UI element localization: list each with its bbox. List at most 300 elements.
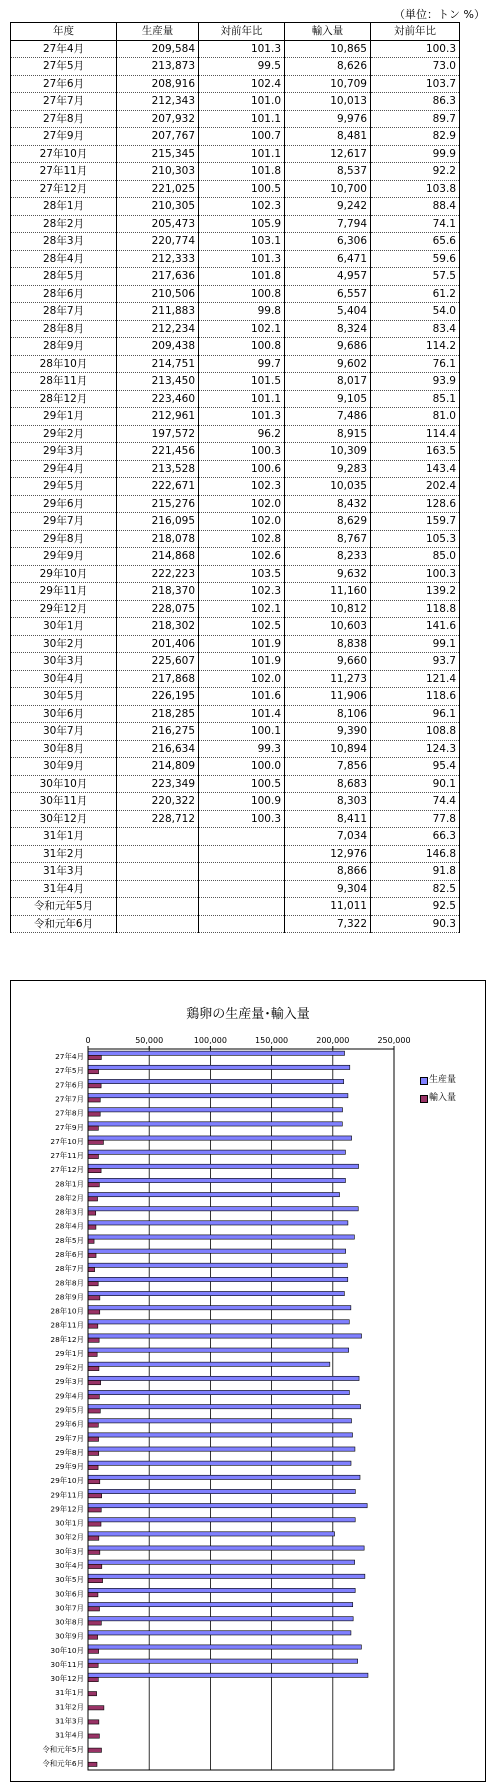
bar-imports xyxy=(88,1239,94,1243)
cell-production: 223,349 xyxy=(117,775,199,793)
x-tick-label: 50,000 xyxy=(135,1036,164,1045)
x-tick-label: 0 xyxy=(85,1036,91,1045)
cell-imports-yoy: 95.4 xyxy=(371,758,460,776)
cell-production-yoy: 101.6 xyxy=(199,688,285,706)
bar-production xyxy=(88,1150,345,1154)
cell-period: 29年12月 xyxy=(11,600,117,618)
cell-imports-yoy: 163.5 xyxy=(371,443,460,461)
cell-production-yoy xyxy=(199,898,285,916)
table-row xyxy=(11,670,460,688)
cell-production-yoy: 101.3 xyxy=(199,250,285,268)
cell-period: 27年7月 xyxy=(11,93,117,111)
bar-imports xyxy=(88,1536,99,1540)
cell-production-yoy xyxy=(199,880,285,898)
cell-imports: 10,865 xyxy=(285,40,371,58)
cell-production: 217,636 xyxy=(117,268,199,286)
cell-production-yoy xyxy=(199,845,285,863)
table-row xyxy=(11,373,460,391)
table-row xyxy=(11,425,460,443)
bar-production xyxy=(88,1532,335,1536)
cell-production-yoy: 100.3 xyxy=(199,810,285,828)
table-row xyxy=(11,180,460,198)
cell-production: 228,075 xyxy=(117,600,199,618)
bar-imports xyxy=(88,1635,98,1639)
cell-production-yoy: 101.1 xyxy=(199,390,285,408)
cell-production-yoy: 102.3 xyxy=(199,478,285,496)
bar-imports xyxy=(88,1734,99,1738)
cell-production: 212,333 xyxy=(117,250,199,268)
bar-imports xyxy=(88,1508,101,1512)
bar-imports xyxy=(88,1381,101,1385)
bar-imports xyxy=(88,1253,96,1257)
cell-production: 218,302 xyxy=(117,618,199,636)
cell-imports-yoy: 139.2 xyxy=(371,583,460,601)
category-label: 27年10月 xyxy=(50,1136,84,1146)
category-label: 30年11月 xyxy=(50,1659,84,1669)
cell-imports: 11,160 xyxy=(285,583,371,601)
cell-imports: 8,481 xyxy=(285,128,371,146)
cell-imports: 6,306 xyxy=(285,233,371,251)
category-label: 30年2月 xyxy=(55,1532,84,1542)
table-row xyxy=(11,198,460,216)
table-row xyxy=(11,338,460,356)
cell-period: 30年11月 xyxy=(11,793,117,811)
cell-imports-yoy: 83.4 xyxy=(371,320,460,338)
cell-production-yoy: 101.9 xyxy=(199,635,285,653)
cell-imports: 8,537 xyxy=(285,163,371,181)
cell-period: 29年8月 xyxy=(11,530,117,548)
table-row xyxy=(11,128,460,146)
bar-production xyxy=(88,1673,368,1677)
bar-imports xyxy=(88,1055,101,1059)
cell-imports-yoy: 76.1 xyxy=(371,355,460,373)
category-label: 28年7月 xyxy=(55,1264,84,1274)
cell-imports: 9,390 xyxy=(285,723,371,741)
table-row xyxy=(11,583,460,601)
bar-chart xyxy=(11,981,485,1781)
bar-imports xyxy=(88,1564,102,1568)
cell-imports: 10,709 xyxy=(285,75,371,93)
cell-imports-yoy: 82.9 xyxy=(371,128,460,146)
bar-production xyxy=(88,1065,350,1069)
table-row xyxy=(11,810,460,828)
cell-imports: 9,976 xyxy=(285,110,371,128)
cell-production-yoy: 100.3 xyxy=(199,443,285,461)
bar-production xyxy=(88,1659,358,1663)
cell-production: 215,345 xyxy=(117,145,199,163)
category-label: 30年8月 xyxy=(55,1617,84,1627)
cell-period: 28年8月 xyxy=(11,320,117,338)
cell-production: 222,223 xyxy=(117,565,199,583)
legend-item-production xyxy=(420,1073,480,1091)
cell-imports: 6,471 xyxy=(285,250,371,268)
bar-production xyxy=(88,1348,349,1352)
cell-production: 214,868 xyxy=(117,548,199,566)
cell-period: 30年3月 xyxy=(11,653,117,671)
bar-imports xyxy=(88,1663,98,1667)
cell-production: 207,932 xyxy=(117,110,199,128)
bar-imports xyxy=(88,1168,101,1172)
cell-imports-yoy: 85.1 xyxy=(371,390,460,408)
category-label: 29年6月 xyxy=(55,1419,84,1429)
header-imports-yoy: 対前年比 xyxy=(371,23,460,41)
cell-production-yoy: 101.9 xyxy=(199,653,285,671)
cell-production: 220,322 xyxy=(117,793,199,811)
cell-imports-yoy: 128.6 xyxy=(371,495,460,513)
cell-period: 令和元年5月 xyxy=(11,898,117,916)
cell-imports: 10,603 xyxy=(285,618,371,636)
bar-imports xyxy=(88,1352,97,1356)
table-row xyxy=(11,408,460,426)
cell-production-yoy xyxy=(199,915,285,933)
bar-production xyxy=(88,1504,367,1508)
category-label: 31年4月 xyxy=(55,1730,84,1740)
table-row xyxy=(11,145,460,163)
cell-production: 210,506 xyxy=(117,285,199,303)
bar-production xyxy=(88,1560,355,1564)
table-row xyxy=(11,723,460,741)
cell-imports: 8,683 xyxy=(285,775,371,793)
cell-imports-yoy: 159.7 xyxy=(371,513,460,531)
cell-imports: 9,242 xyxy=(285,198,371,216)
cell-imports-yoy: 100.3 xyxy=(371,40,460,58)
cell-imports: 10,035 xyxy=(285,478,371,496)
cell-production xyxy=(117,845,199,863)
bar-imports xyxy=(88,1154,98,1158)
table-row xyxy=(11,793,460,811)
cell-production-yoy: 101.8 xyxy=(199,163,285,181)
table-row xyxy=(11,215,460,233)
cell-period: 28年5月 xyxy=(11,268,117,286)
bar-imports xyxy=(88,1748,101,1752)
bar-production xyxy=(88,1277,348,1281)
cell-imports-yoy: 103.7 xyxy=(371,75,460,93)
bar-imports xyxy=(88,1423,98,1427)
cell-imports: 8,626 xyxy=(285,58,371,76)
cell-period: 28年4月 xyxy=(11,250,117,268)
cell-period: 28年12月 xyxy=(11,390,117,408)
category-label: 31年3月 xyxy=(55,1716,84,1726)
cell-imports-yoy: 74.4 xyxy=(371,793,460,811)
category-label: 27年4月 xyxy=(55,1052,84,1062)
cell-production-yoy: 100.5 xyxy=(199,775,285,793)
category-label: 28年11月 xyxy=(50,1320,84,1330)
bar-production xyxy=(88,1405,361,1409)
bar-production xyxy=(88,1051,345,1055)
cell-imports-yoy: 103.8 xyxy=(371,180,460,198)
bar-imports xyxy=(88,1578,103,1582)
category-label: 30年10月 xyxy=(50,1645,84,1655)
cell-production: 197,572 xyxy=(117,425,199,443)
cell-imports-yoy: 121.4 xyxy=(371,670,460,688)
cell-period: 31年1月 xyxy=(11,828,117,846)
table-row xyxy=(11,845,460,863)
header-period: 年度 xyxy=(11,23,117,41)
cell-imports-yoy: 66.3 xyxy=(371,828,460,846)
cell-production: 216,275 xyxy=(117,723,199,741)
cell-production: 209,584 xyxy=(117,40,199,58)
bar-imports xyxy=(88,1607,99,1611)
cell-imports-yoy: 73.0 xyxy=(371,58,460,76)
table-row xyxy=(11,163,460,181)
bar-production xyxy=(88,1334,362,1338)
cell-production: 222,671 xyxy=(117,478,199,496)
cell-production-yoy: 100.1 xyxy=(199,723,285,741)
bar-imports xyxy=(88,1296,100,1300)
category-label: 27年8月 xyxy=(55,1108,84,1118)
cell-period: 30年9月 xyxy=(11,758,117,776)
category-label: 29年12月 xyxy=(50,1504,84,1514)
category-label: 31年2月 xyxy=(55,1702,84,1712)
table-row xyxy=(11,495,460,513)
bar-production xyxy=(88,1419,351,1423)
bar-imports xyxy=(88,1720,99,1724)
cell-production-yoy: 102.5 xyxy=(199,618,285,636)
cell-period: 29年1月 xyxy=(11,408,117,426)
cell-period: 29年10月 xyxy=(11,565,117,583)
category-label: 31年1月 xyxy=(55,1688,84,1698)
bar-production xyxy=(88,1291,344,1295)
cell-production: 210,305 xyxy=(117,198,199,216)
cell-production: 214,809 xyxy=(117,758,199,776)
bar-imports xyxy=(88,1211,96,1215)
cell-production: 221,456 xyxy=(117,443,199,461)
cell-production: 228,712 xyxy=(117,810,199,828)
cell-imports: 9,283 xyxy=(285,460,371,478)
bar-imports xyxy=(88,1522,101,1526)
cell-imports: 8,324 xyxy=(285,320,371,338)
cell-production: 221,025 xyxy=(117,180,199,198)
cell-production: 223,460 xyxy=(117,390,199,408)
cell-imports-yoy: 202.4 xyxy=(371,478,460,496)
cell-imports: 8,411 xyxy=(285,810,371,828)
cell-imports-yoy: 90.3 xyxy=(371,915,460,933)
table-row xyxy=(11,58,460,76)
bar-imports xyxy=(88,1465,98,1469)
bar-production xyxy=(88,1631,351,1635)
cell-imports: 10,812 xyxy=(285,600,371,618)
cell-period: 28年2月 xyxy=(11,215,117,233)
cell-imports-yoy: 108.8 xyxy=(371,723,460,741)
legend-swatch-imports xyxy=(420,1095,428,1103)
table-row xyxy=(11,320,460,338)
cell-imports: 7,322 xyxy=(285,915,371,933)
bar-production xyxy=(88,1094,348,1098)
table-row xyxy=(11,390,460,408)
cell-production: 215,276 xyxy=(117,495,199,513)
cell-period: 31年4月 xyxy=(11,880,117,898)
cell-imports-yoy: 99.9 xyxy=(371,145,460,163)
cell-production: 225,607 xyxy=(117,653,199,671)
cell-production: 216,095 xyxy=(117,513,199,531)
cell-imports: 8,432 xyxy=(285,495,371,513)
category-label: 28年4月 xyxy=(55,1221,84,1231)
cell-production-yoy: 100.9 xyxy=(199,793,285,811)
cell-production-yoy: 99.3 xyxy=(199,740,285,758)
cell-production-yoy: 100.0 xyxy=(199,758,285,776)
header-production: 生産量 xyxy=(117,23,199,41)
table-row xyxy=(11,478,460,496)
category-label: 29年8月 xyxy=(55,1447,84,1457)
cell-imports-yoy: 90.1 xyxy=(371,775,460,793)
table-row xyxy=(11,355,460,373)
legend-label-production: 生産量 xyxy=(429,1075,457,1085)
category-label: 30年7月 xyxy=(55,1603,84,1613)
bar-production xyxy=(88,1207,358,1211)
cell-period: 30年1月 xyxy=(11,618,117,636)
cell-period: 27年11月 xyxy=(11,163,117,181)
bar-imports xyxy=(88,1550,100,1554)
cell-production: 208,916 xyxy=(117,75,199,93)
cell-production-yoy: 102.3 xyxy=(199,583,285,601)
bar-imports xyxy=(88,1197,98,1201)
cell-imports: 8,629 xyxy=(285,513,371,531)
cell-production: 205,473 xyxy=(117,215,199,233)
bar-production xyxy=(88,1645,361,1649)
cell-imports: 9,304 xyxy=(285,880,371,898)
cell-period: 29年7月 xyxy=(11,513,117,531)
table-row xyxy=(11,653,460,671)
chart-frame xyxy=(10,980,486,1782)
cell-imports: 11,011 xyxy=(285,898,371,916)
cell-period: 30年12月 xyxy=(11,810,117,828)
category-label: 令和元年6月 xyxy=(42,1758,84,1768)
cell-period: 27年5月 xyxy=(11,58,117,76)
cell-imports-yoy: 65.6 xyxy=(371,233,460,251)
cell-imports-yoy: 118.6 xyxy=(371,688,460,706)
cell-imports-yoy: 89.7 xyxy=(371,110,460,128)
cell-period: 30年10月 xyxy=(11,775,117,793)
cell-production-yoy: 102.3 xyxy=(199,198,285,216)
bar-imports xyxy=(88,1677,98,1681)
cell-imports-yoy: 92.2 xyxy=(371,163,460,181)
bar-production xyxy=(88,1249,346,1253)
category-label: 29年9月 xyxy=(55,1462,84,1472)
cell-imports-yoy: 92.5 xyxy=(371,898,460,916)
table-row xyxy=(11,460,460,478)
cell-imports-yoy: 141.6 xyxy=(371,618,460,636)
cell-period: 30年7月 xyxy=(11,723,117,741)
cell-imports: 7,794 xyxy=(285,215,371,233)
cell-production-yoy: 102.4 xyxy=(199,75,285,93)
cell-imports: 10,013 xyxy=(285,93,371,111)
cell-production: 220,774 xyxy=(117,233,199,251)
bar-production xyxy=(88,1192,339,1196)
cell-production: 216,634 xyxy=(117,740,199,758)
cell-production xyxy=(117,898,199,916)
category-label: 28年10月 xyxy=(50,1306,84,1316)
cell-imports: 4,957 xyxy=(285,268,371,286)
cell-period: 31年2月 xyxy=(11,845,117,863)
bar-imports xyxy=(88,1282,98,1286)
bar-production xyxy=(88,1433,353,1437)
cell-period: 27年12月 xyxy=(11,180,117,198)
bar-production xyxy=(88,1235,354,1239)
category-label: 29年2月 xyxy=(55,1363,84,1373)
cell-production xyxy=(117,863,199,881)
cell-imports-yoy: 93.9 xyxy=(371,373,460,391)
bar-imports xyxy=(88,1112,100,1116)
cell-period: 30年2月 xyxy=(11,635,117,653)
table-row xyxy=(11,285,460,303)
cell-production: 211,883 xyxy=(117,303,199,321)
bar-imports xyxy=(88,1338,99,1342)
cell-production: 212,234 xyxy=(117,320,199,338)
bar-production xyxy=(88,1574,365,1578)
cell-production: 217,868 xyxy=(117,670,199,688)
header-imports: 輸入量 xyxy=(285,23,371,41)
cell-period: 30年4月 xyxy=(11,670,117,688)
bar-production xyxy=(88,1362,330,1366)
bar-imports xyxy=(88,1126,98,1130)
cell-production-yoy: 102.1 xyxy=(199,600,285,618)
chart-title: 鶏卵の生産量･輸入量 xyxy=(186,1007,310,1022)
category-label: 30年3月 xyxy=(55,1546,84,1556)
cell-production-yoy xyxy=(199,828,285,846)
cell-production: 210,303 xyxy=(117,163,199,181)
category-label: 28年12月 xyxy=(50,1334,84,1344)
cell-imports: 9,602 xyxy=(285,355,371,373)
cell-production-yoy: 100.8 xyxy=(199,285,285,303)
bar-production xyxy=(88,1263,347,1267)
cell-imports: 10,894 xyxy=(285,740,371,758)
cell-production-yoy: 102.0 xyxy=(199,495,285,513)
category-label: 27年6月 xyxy=(55,1080,84,1090)
cell-imports-yoy: 124.3 xyxy=(371,740,460,758)
bar-imports xyxy=(88,1084,101,1088)
table-row xyxy=(11,75,460,93)
bar-imports xyxy=(88,1225,96,1229)
cell-imports: 8,233 xyxy=(285,548,371,566)
legend-swatch-production xyxy=(420,1077,428,1085)
category-label: 30年12月 xyxy=(50,1674,84,1684)
bar-production xyxy=(88,1320,349,1324)
table-row xyxy=(11,110,460,128)
category-label: 29年5月 xyxy=(55,1405,84,1415)
cell-period: 28年3月 xyxy=(11,233,117,251)
bar-production xyxy=(88,1546,364,1550)
cell-period: 27年6月 xyxy=(11,75,117,93)
cell-imports-yoy: 146.8 xyxy=(371,845,460,863)
cell-production-yoy: 101.0 xyxy=(199,93,285,111)
cell-production: 201,406 xyxy=(117,635,199,653)
bar-imports xyxy=(88,1310,100,1314)
cell-period: 27年4月 xyxy=(11,40,117,58)
data-table xyxy=(10,22,460,933)
table-row xyxy=(11,688,460,706)
table-row xyxy=(11,565,460,583)
cell-production-yoy: 96.2 xyxy=(199,425,285,443)
bar-imports xyxy=(88,1762,97,1766)
bar-imports xyxy=(88,1183,99,1187)
cell-imports-yoy: 88.4 xyxy=(371,198,460,216)
bar-imports xyxy=(88,1098,100,1102)
cell-production-yoy: 99.5 xyxy=(199,58,285,76)
cell-imports-yoy: 85.0 xyxy=(371,548,460,566)
cell-period: 27年10月 xyxy=(11,145,117,163)
cell-production: 212,343 xyxy=(117,93,199,111)
table-row xyxy=(11,915,460,933)
bar-production xyxy=(88,1221,348,1225)
table-row xyxy=(11,530,460,548)
cell-period: 27年8月 xyxy=(11,110,117,128)
cell-production-yoy: 103.1 xyxy=(199,233,285,251)
bar-production xyxy=(88,1461,351,1465)
cell-imports: 11,906 xyxy=(285,688,371,706)
cell-production-yoy: 102.8 xyxy=(199,530,285,548)
category-label: 令和元年5月 xyxy=(42,1744,84,1754)
cell-imports: 8,767 xyxy=(285,530,371,548)
